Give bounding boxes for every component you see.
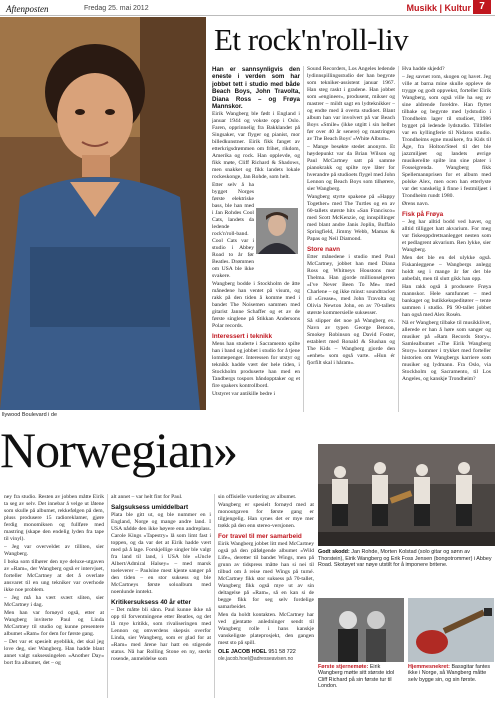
body-paragraph: – Jeg må ha vært svært sliten, sier McCartney i dag. xyxy=(4,595,104,608)
column-divider xyxy=(107,494,108,698)
caption-text: Eirik Wangberg møtte sitt største idol Cliff Richard på sin første tur til London. xyxy=(318,664,395,690)
band-photo-caption xyxy=(318,549,495,569)
newspaper-logo: Aftenposten xyxy=(6,4,49,14)
body-paragraph: Wangberg bodde i Stockholm de åtte månedene han ventet på visum, og rakk på den tiden å komme med i bandet The Noisemen sammen med gitarist Janne Schaffer og et av de første singlene på Stikkan Andersons Polar records. xyxy=(212,281,300,330)
body-paragraph: sin offisielle vurdering av albumet. xyxy=(218,494,297,500)
body-paragraph: Ørens navn. xyxy=(402,201,430,207)
section-label: Musikk | Kultur xyxy=(406,3,471,13)
body-paragraph: Så slipper det noe på Wangberg ex. Navn av typen George Benson, Smokey Robinson og David Foster, establert med Ronald & Slushan og The Kids – Wangberg gjorde den «enhet» som også varte. «Hun ér fjorfilt skal i håram». xyxy=(307,318,395,366)
bottom-column-3 xyxy=(218,494,314,698)
portrait-photo xyxy=(0,17,206,410)
body-paragraph: – Det var et spesielt øyeblikk, det skal jeg love deg, sier Wangberg. Han hadde blant annet valgt suksessingelen «Another Day» bort fra albumet, det – og xyxy=(4,639,104,666)
body-paragraph: ney fra studio. Resten av jobben måtte Eirik ta seg av selv. Det innebar å velge ut låtene som skulle på albumet, rekkefølgen på dem, pluss produsere 15 radioreklamer, gjøre ferdig monomiksen og fullføre med mastring (skape den endelig lyden fra tape til vinyl). xyxy=(4,494,104,542)
bottom-column-1 xyxy=(4,494,104,698)
body-paragraph: Etter selv å ha bygget Norges første elektriske bass, ble han med i Jan Rohdes Cool Cats, landets da ledende rock'n'roll-band. Cool Cats var i studio i Abbey Road to år før Beatles. Drømmen om USA ble ikke svakere. xyxy=(212,182,254,280)
subheading: Salgsuksess umiddelbart xyxy=(111,504,189,511)
cliff-photo-illustration xyxy=(318,598,404,662)
body-paragraph: – Det måtte bli sånn. Paul kunne ikke nå opp til forventningene etter Beatles, og det lå mye kritikk, som rivaliseringen med Lennon og omverdens skepsis overfor Linda, sier Wangberg, som er glad for at «Ram» med årene har hatt en stigende status. Nå har Rolling Stone en ny, sterkt rosende, anmeldelse som xyxy=(111,607,211,662)
body-paragraph: Eirik Wangberg jobbet litt med McCartney også på den påfølgende albumet «Wild Life», deretter til bandet Wings, men på grunn av tidspress måtte han si nei til tilbud om å reise med Wings på turné. McCartney fikk stor suksess på 70-tallet, Wangberg fikk også mye ut av sin deltagelse på «Ram», så en kan si de begge fikk for seg selv fordelige samarbeidet. xyxy=(218,541,314,610)
subheading: Kritikersuksess 40 år etter xyxy=(111,599,191,606)
inset-portrait-illustration xyxy=(256,208,298,254)
body-paragraph: I boka som tilhører den nye deluxe-utgaven av «Ram», der Wangberg også er intervjuet, forteller McCartney at det å overlate ansvaret til en ung tekniker var overhode ikke noe problem. xyxy=(4,559,104,593)
body-paragraph: Wangberg styrte spakene på «Happy Together» med The Turtles og en av 60-tallets største hits «San Francisco» med Scott McKenzie, og innspillinger med blant andre Janis Joplin, Buffalo Springfield, Jimmy Webb, Mamas & Papas og Neil Diamond. xyxy=(307,194,395,242)
body-paragraph: Han rakk også å produsere Frøya mannskor. Hele samfunnet – med bankaget og butikkekspeditører – tente sammen i studio. På 90-tallet jobbet han også med Alex Rosén. xyxy=(402,284,491,318)
band-photo xyxy=(318,444,495,546)
bass-guitar-illustration xyxy=(408,598,494,662)
byline-name: OLE JACOB HOEL xyxy=(218,649,267,655)
body-paragraph: – Mange besøkte stedet anonym. Et høydepunkt var da Brian Wilson og Paul McCartney satt på samme pianokrakk og spilte nye låter for hverandre på studioets flygel med John Lennon og Beach Boys som tilhørere, sier Wangberg. xyxy=(307,144,395,192)
caption-text: Bassgitar fantes ikke i Norge, så Wangberg måtte selv bygge sin, og sin første. xyxy=(408,664,491,683)
cliff-richard-photo xyxy=(318,598,404,662)
body-paragraph: – Jeg savnet rom, skogen og havet. Jeg ville at barna mine skulle oppleve de trygge og godt oppvekst, forteller Eirik Wangberg, som også ville ha seg av sine aldrende foreldre. Han flyttet tilbake og begynte med lydstudio i Trondheim lager til studioet, 1986 bygget på ledende lydstudio. Tilfellet var en kyllingferie til Nidaros studio. Trondheims egne musikere, fra Kids til Åge, fra Holton/Steel til det ble jazzmiljøet og landets øvrige musikerelite spilte inn sine plater i Fosseigrenda. Wangberg fikk Spellemannprisen for et album med polske Alex, men ocen han etterlyste var det vanskelig å finne i festmiljøet i Trondheim rundt 1980. xyxy=(402,74,491,199)
body-paragraph: Etter månedene i studio med Paul McCartney, jobbet han med Diana Ross og Whitneys Houstons mor Thelma. Han gjorde millionselgeren «I've Never Been To Me» med Charlene – og ikke minst: soundtracket til «Grease», med John Travolta og Olivia Newton John, en av 70-tallets største kommersielle suksesser. xyxy=(307,254,395,316)
band-photo-illustration xyxy=(318,444,495,546)
body-paragraph: – Jeg var overveldet av tilliten, sier Wangberg. xyxy=(4,544,104,557)
body-paragraph: Men det ble en del ulykke også. Fiskanleggene – Wangbergs anlegg holdt seg i mange år før det ble anbefalt, men til slutt gikk han opp. xyxy=(402,255,491,282)
bottom-column-2 xyxy=(111,494,211,698)
byline-phone: 951 58 722 xyxy=(268,649,296,655)
article-column-2 xyxy=(307,66,395,412)
issue-date: Fredag 25. mai 2012 xyxy=(84,5,149,12)
column-divider xyxy=(398,66,399,412)
pull-quote: Norwegian» xyxy=(0,422,238,478)
header-divider xyxy=(0,15,495,16)
body-paragraph: Men da holdt kontakten. McCartney har ved gjentatte anledninger sendt til Wangberg rolle i hans kanskje vanskeligste plateprosjekt, den gangen mest sto på spill. xyxy=(218,612,314,646)
photo-illustration xyxy=(0,17,206,410)
headline: Et rock'n'roll-liv xyxy=(214,22,409,57)
bass-photo-caption xyxy=(408,664,494,683)
article-column-3 xyxy=(402,66,491,412)
subheading: Interessert i teknikk xyxy=(212,333,273,341)
subheading: Store navn xyxy=(307,246,341,253)
cliff-photo-caption xyxy=(318,664,404,690)
body-paragraph: Sound Recorders, Los Angeles ledende lydinnspillingsstudio der han begynte som tekniker-assistent januar 1967. Han steg raskt i gradene. Han jobbet som «engineer», produsent, mikser og mastrer – mildt sagt en lydteknikker – og endte med å overta studioet. Blant album han var involvert på var Beach Boys «Smile» (ikke utgitt i sin helhet før over 40 år senere) og mastringen av The Beach Boys' «White Album». xyxy=(307,66,395,142)
body-paragraph: Wangberg er spesielt fornøyd med at monoutgaven for første gang er tilgjengelig. Han synes det er mye mer trøkk på den enn stereo-versjonen. xyxy=(218,502,314,529)
column-divider xyxy=(214,494,215,698)
byline-email: ole.jacob.hoel@adresseavisen.no xyxy=(218,656,294,662)
body-paragraph: Nå er Wangberg tilbake til musikklivet, allerede er han å høre som sanger og musiker på «Ram Records Story». Samlealbumet «The Eirik Wangberg Story» kommer i trykket med forteller historien om Wangbergs karriere som musiker og lydmann. Fra Oslo, via Stockholm og Sacramento, til Los Angeles, og kanskje Trondheim? xyxy=(402,320,491,382)
body-paragraph: Mens han studerte i Sacramento spilte han i band og jobbet i studio for å tjene lommepenger. Interessen for utstyr og teknikk hadde vært der hele tiden, i Stockholm produserte han med en Tandbergs tospors båndopptaker og et fire spakers kontrollbord. xyxy=(212,341,300,390)
inset-portrait-photo xyxy=(256,208,298,254)
body-paragraph: Utstyret var antikille bedre i xyxy=(212,391,276,398)
caption-title: Hjemmesnekret: xyxy=(408,664,450,670)
byline xyxy=(218,649,314,656)
page-number: 7 xyxy=(473,0,491,14)
column-divider xyxy=(303,66,304,412)
body-paragraph: Hva hadde skjedd? xyxy=(402,66,445,72)
photo-caption: llywood Boulevard i de xyxy=(2,412,58,418)
caption-text: Jan Rohde, Morten Kolstad (solo gitar og sønn av Thorstein), Eirik Wangberg og Erik Foss Jensen (bongotrommer) i Abbey Road. Skotøyet var nøye utstilt for å imponere britene. xyxy=(318,549,492,569)
subheading: Fisk på Frøya xyxy=(402,211,444,218)
caption-title: Godt skodd: xyxy=(318,549,350,555)
bass-guitar-photo xyxy=(408,598,494,662)
body-paragraph: Eirik Wangberg ble født i England i januar 1944 og vokste opp i Oslo. Faren, opprinnelig fra Bakklandet på Singsaker, var flyger og pianist, mor billedkunstner. Eirik fikk fanget av etterkrigsdrømmen om frihet, rikdom, Amerika og rock. Han opplevde, og fikk møte, Cliff Richard & Shadows, men snakket og fikk landets lokale rockeskonge, Jan Rohde, som helt. xyxy=(212,111,300,181)
body-paragraph: – Jeg har alltid bodd ved havet, og alltid tilligget hatt akvarium. For meg var fiskeoppdrettsanlegget nesten som et pedlagrent akvarium. Ren lykke, sier Wangberg. xyxy=(402,219,491,253)
caption-title: Første stjernemøte: xyxy=(318,664,369,670)
lead-paragraph: Han er sannsynligvis den eneste i verden som har jobbet tett i studio med både Beach Boys, John Travolta, Diana Ross – og Frøya Mannskor. xyxy=(212,66,300,111)
body-paragraph: alt annet – var helt fint for Paul. xyxy=(111,494,183,500)
body-paragraph: Plata ble gitt ut, og ble nummer en i England, Norge og mange andre land. I USA nådde den ikke høyere enn andreplass. Carole Kings «Tapestry» lå som limt fast i toppen, og da var det at Eirik hadde vært med på å lage. Forskjellige singler ble valgt fra land til land, i USA ble «Uncle Albert/Admiral Halsey» – med marsk toeleverer – Paulsine mest kjente sanger på den tiden – en stor suksess og ble McCartneys første soloalbum med noenlunde inntekt. xyxy=(111,512,211,595)
body-paragraph: Men han var fornøyd også, etter at Wangberg inviterte Paul og Linda McCartney til studio og kunne presentere albumet «Ram» for dem for første gang. xyxy=(4,610,104,637)
subheading: For travel til mer samarbeid xyxy=(218,533,302,540)
